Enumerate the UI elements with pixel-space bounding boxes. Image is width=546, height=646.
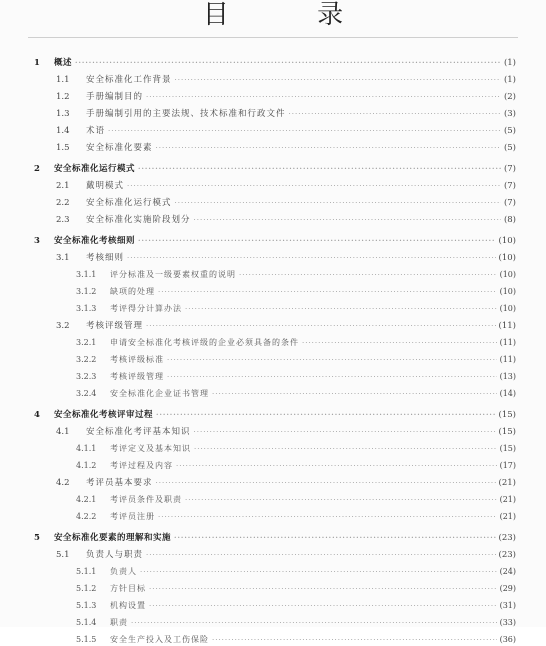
- toc-entry-page: (15): [498, 410, 516, 420]
- dot-leader: [140, 566, 497, 578]
- toc-entry-number: 2.2: [56, 198, 70, 208]
- dot-leader: [75, 57, 501, 69]
- dot-leader: [212, 634, 497, 646]
- toc-entry-number: 5.1.3: [76, 601, 97, 610]
- toc-entry-4: [34, 409, 516, 421]
- toc-entry-number: 4.1.1: [76, 444, 97, 453]
- toc-entry-number: 3.1: [56, 253, 70, 263]
- dot-leader: [146, 320, 496, 332]
- toc-entry-4-1: [56, 426, 516, 438]
- toc-entry-4-1-2: [76, 460, 516, 472]
- toc-entry-label: 安全生产投入及工伤保险: [110, 635, 209, 644]
- dot-leader: [158, 511, 497, 523]
- toc-entry-1-4: [56, 125, 516, 137]
- toc-entry-page: (14): [499, 389, 516, 398]
- toc-entry-number: 2.1: [56, 181, 70, 191]
- toc-entry-label: 安全标准化企业证书管理: [110, 389, 209, 398]
- page-title: 目 录: [202, 0, 384, 30]
- toc-entry-number: 3.2.2: [76, 355, 97, 364]
- toc-entry-page: (11): [499, 355, 516, 364]
- toc-entry-page: (5): [503, 143, 516, 153]
- dot-leader: [239, 269, 497, 281]
- dot-leader: [149, 600, 497, 612]
- toc-entry-1-3: [56, 108, 516, 120]
- dot-leader: [149, 583, 497, 595]
- toc-entry-2-1: [56, 180, 516, 192]
- toc-entry-label: 负责人与职责: [86, 550, 144, 560]
- toc-entry-label: 考核评级标准: [110, 355, 164, 364]
- dot-leader: [156, 142, 501, 154]
- toc-entry-page: (10): [499, 270, 516, 279]
- toc-entry-number: 4: [34, 410, 40, 420]
- toc-entry-3-2: [56, 320, 516, 332]
- toc-entry-page: (11): [499, 338, 516, 347]
- toc-entry-number: 1.1: [56, 75, 70, 85]
- toc-entry-number: 2.3: [56, 215, 70, 225]
- toc-entry-number: 3.1.2: [76, 287, 97, 296]
- dot-leader: [138, 235, 496, 247]
- toc-entry-page: (21): [499, 512, 516, 521]
- toc-entry-number: 4.1.2: [76, 461, 97, 470]
- toc-entry-3-2-1: [76, 337, 516, 349]
- toc-entry-page: (23): [498, 550, 516, 560]
- toc-entry-number: 4.2.2: [76, 512, 97, 521]
- dot-leader: [185, 494, 497, 506]
- toc-entry-label: 评分标准及一级要素权重的说明: [110, 270, 236, 279]
- toc-entry-page: (21): [498, 478, 516, 488]
- toc-entry-number: 3.2.1: [76, 338, 97, 347]
- toc-entry-label: 概述: [54, 58, 73, 68]
- toc-entry-label: 考评员注册: [110, 512, 155, 521]
- dot-leader: [127, 180, 501, 192]
- toc-entry-page: (10): [499, 304, 516, 313]
- toc-entry-label: 申请安全标准化考核评级的企业必须具备的条件: [110, 338, 299, 347]
- toc-entry-number: 1.3: [56, 109, 70, 119]
- toc-entry-label: 考评定义及基本知识: [110, 444, 191, 453]
- toc-entry-label: 职责: [110, 618, 128, 627]
- toc-entry-label: 考评得分计算办法: [110, 304, 182, 313]
- toc-entry-number: 4.2: [56, 478, 70, 488]
- toc-entry-4-1-1: [76, 443, 516, 455]
- toc-entry-number: 1.2: [56, 92, 70, 102]
- dot-leader: [158, 286, 497, 298]
- toc-entry-number: 5.1.4: [76, 618, 97, 627]
- toc-entry-2: [34, 163, 516, 175]
- toc-entry-label: 戴明模式: [86, 181, 125, 191]
- toc-entry-page: (1): [503, 58, 516, 68]
- toc-entry-3-1-2: [76, 286, 516, 298]
- toc-entry-label: 安全标准化工作背景: [86, 75, 172, 85]
- toc-entry-number: 5.1.1: [76, 567, 97, 576]
- toc-entry-5-1: [56, 549, 516, 561]
- toc-entry-4-2-2: [76, 511, 516, 523]
- toc-entry-label: 考评员条件及职责: [110, 495, 182, 504]
- dot-leader: [174, 532, 496, 544]
- toc-entry-number: 3.1.1: [76, 270, 97, 279]
- dot-leader: [167, 371, 497, 383]
- dot-leader: [146, 549, 496, 561]
- dot-leader: [194, 214, 501, 226]
- toc-entry-3-2-4: [76, 388, 516, 400]
- toc-entry-number: 3.1.3: [76, 304, 97, 313]
- toc-entry-number: 1.5: [56, 143, 70, 153]
- toc-entry-3-1-3: [76, 303, 516, 315]
- toc-entry-page: (7): [503, 198, 516, 208]
- toc-entry-3-1: [56, 252, 516, 264]
- toc-entry-5: [34, 532, 516, 544]
- toc-entry-2-2: [56, 197, 516, 209]
- toc-entry-page: (17): [499, 461, 516, 470]
- toc-entry-3-1-1: [76, 269, 516, 281]
- toc-entry-label: 手册编制目的: [86, 92, 144, 102]
- toc-entry-5-1-4: [76, 617, 516, 629]
- toc-entry-label: 考评员基本要求: [86, 478, 153, 488]
- toc-entry-page: (3): [503, 109, 516, 119]
- dot-leader: [146, 91, 501, 103]
- toc-entry-number: 5.1.2: [76, 584, 97, 593]
- toc-entry-1: [34, 57, 516, 69]
- dot-leader: [302, 337, 497, 349]
- toc-entry-number: 5.1: [56, 550, 70, 560]
- toc-entry-label: 安全标准化考核评审过程: [54, 410, 154, 420]
- toc-entry-3-2-2: [76, 354, 516, 366]
- toc-entry-label: 术语: [86, 126, 106, 136]
- toc-entry-number: 3: [34, 236, 40, 246]
- dot-leader: [167, 354, 497, 366]
- toc-entry-page: (8): [503, 215, 516, 225]
- toc-entry-5-1-3: [76, 600, 516, 612]
- toc-entry-number: 1.4: [56, 126, 70, 136]
- toc-entry-page: (15): [499, 444, 516, 453]
- toc-entry-page: (7): [503, 181, 516, 191]
- dot-leader: [194, 443, 497, 455]
- toc-entry-page: (10): [498, 253, 516, 263]
- dot-leader: [212, 388, 497, 400]
- toc-entry-label: 安全标准化要素的理解和实施: [54, 533, 172, 543]
- toc-entry-page: (10): [498, 236, 516, 246]
- toc-entry-page: (13): [499, 372, 516, 381]
- toc-entry-number: 5: [34, 533, 40, 543]
- toc-entry-page: (31): [499, 601, 516, 610]
- toc-entry-label: 缺项的处理: [110, 287, 155, 296]
- toc-entry-page: (15): [498, 427, 516, 437]
- toc-entry-label: 安全标准化运行模式: [54, 164, 136, 174]
- toc-entry-label: 安全标准化考核细则: [54, 236, 136, 246]
- toc-entry-2-3: [56, 214, 516, 226]
- toc-entry-1-1: [56, 74, 516, 86]
- toc-entry-label: 安全标准化运行模式: [86, 198, 172, 208]
- toc-entry-page: (1): [503, 75, 516, 85]
- toc-entry-3-2-3: [76, 371, 516, 383]
- toc-entry-5-1-1: [76, 566, 516, 578]
- toc-entry-label: 考评过程及内容: [110, 461, 173, 470]
- toc-entry-number: 1: [34, 58, 40, 68]
- toc-entry-page: (36): [499, 635, 516, 644]
- toc-entry-number: 3.2.3: [76, 372, 97, 381]
- toc-entry-page: (10): [499, 287, 516, 296]
- toc-entry-4-2: [56, 477, 516, 489]
- toc-entry-1-5: [56, 142, 516, 154]
- toc-entry-label: 安全标准化要素: [86, 143, 153, 153]
- toc-entry-number: 4.1: [56, 427, 70, 437]
- toc-entry-label: 考核评级管理: [86, 321, 144, 331]
- dot-leader: [127, 252, 496, 264]
- toc-entry-label: 安全标准化实施阶段划分: [86, 215, 191, 225]
- toc-entry-1-2: [56, 91, 516, 103]
- toc-entry-page: (5): [503, 126, 516, 136]
- toc-entry-label: 考核细则: [86, 253, 125, 263]
- toc-entry-label: 机构设置: [110, 601, 146, 610]
- toc-entry-number: 5.1.5: [76, 635, 97, 644]
- toc-entry-label: 手册编制引用的主要法规、技术标准和行政文件: [86, 109, 286, 119]
- dot-leader: [156, 409, 496, 421]
- dot-leader: [194, 426, 496, 438]
- dot-leader: [185, 303, 497, 315]
- toc-entry-page: (29): [499, 584, 516, 593]
- toc-entry-page: (7): [503, 164, 516, 174]
- toc-entry-5-1-2: [76, 583, 516, 595]
- dot-leader: [108, 125, 501, 137]
- toc-entry-label: 安全标准化考评基本知识: [86, 427, 191, 437]
- toc-entry-number: 3.2: [56, 321, 70, 331]
- toc-entry-number: 3.2.4: [76, 389, 97, 398]
- dot-leader: [175, 74, 501, 86]
- toc-entry-5-1-5: [76, 634, 516, 646]
- toc-entry-3: [34, 235, 516, 247]
- toc-entry-page: (23): [498, 533, 516, 543]
- toc-entry-page: (2): [503, 92, 516, 102]
- dot-leader: [156, 477, 496, 489]
- toc-entry-page: (11): [498, 321, 516, 331]
- toc-entry-label: 考核评级管理: [110, 372, 164, 381]
- toc-entry-number: 2: [34, 164, 40, 174]
- dot-leader: [138, 163, 501, 175]
- dot-leader: [131, 617, 497, 629]
- dot-leader: [176, 460, 497, 472]
- toc-entry-label: 负责人: [110, 567, 137, 576]
- toc-entry-page: (24): [499, 567, 516, 576]
- dot-leader: [175, 197, 501, 209]
- toc-entry-page: (33): [499, 618, 516, 627]
- toc-entry-label: 方针目标: [110, 584, 146, 593]
- toc-entry-page: (21): [499, 495, 516, 504]
- toc-entry-4-2-1: [76, 494, 516, 506]
- dot-leader: [289, 108, 501, 120]
- toc-entry-number: 4.2.1: [76, 495, 97, 504]
